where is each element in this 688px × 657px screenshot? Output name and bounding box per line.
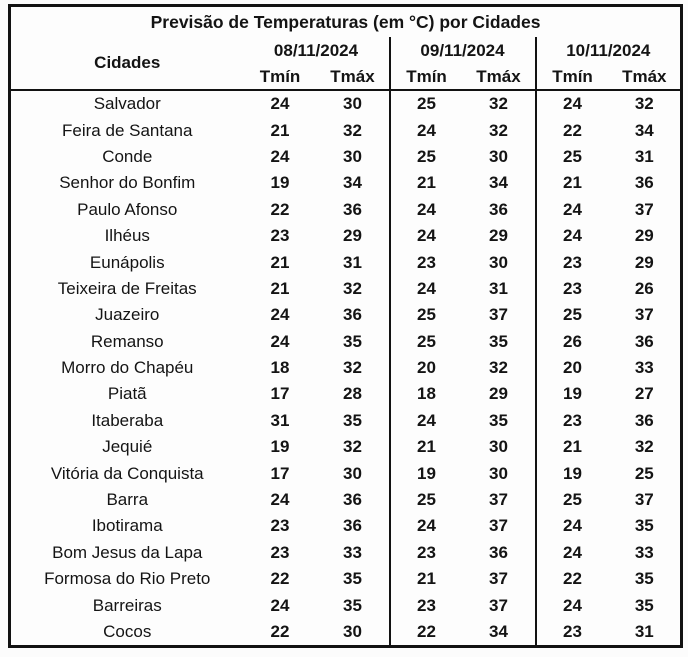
tmax-cell: 37 — [634, 305, 654, 325]
table-row — [10, 90, 682, 117]
tmin-cell: 24 — [270, 331, 290, 351]
table-row — [10, 170, 682, 196]
city-cell: Barra — [106, 490, 149, 510]
tmin-cell: 18 — [270, 358, 290, 378]
tmax-cell: 32 — [634, 437, 654, 457]
tmax-cell: 32 — [343, 358, 362, 378]
table-header — [10, 6, 682, 91]
tmax-cell: 31 — [634, 622, 654, 641]
tmax-cell: 37 — [489, 516, 508, 536]
tmin-cell: 25 — [536, 144, 609, 170]
tmin-header: Tmín — [244, 64, 317, 90]
tmin-cell: 23 — [536, 619, 609, 647]
table-row — [10, 513, 682, 539]
tmax-cell: 25 — [634, 463, 654, 483]
table-row — [10, 408, 682, 434]
date-header-2: 09/11/2024 — [390, 37, 536, 64]
date-header-1: 08/11/2024 — [273, 40, 359, 60]
tmax-cell: 34 — [489, 173, 508, 193]
city-cell: Jequié — [102, 437, 153, 457]
table-row — [10, 540, 682, 566]
tmax-cell: 34 — [489, 622, 508, 641]
city-cell: Eunápolis — [89, 252, 165, 272]
tmin-cell: 19 — [390, 460, 463, 486]
city-cell: Teixeira de Freitas — [57, 278, 197, 298]
city-cell: Feira de Santana — [62, 120, 193, 140]
tmin-cell: 24 — [270, 94, 290, 114]
tmax-cell: 31 — [489, 278, 508, 298]
forecast-table — [8, 4, 683, 648]
tmax-cell: 32 — [489, 120, 508, 140]
tmin-cell: 24 — [270, 595, 290, 615]
tmax-cell: 30 — [343, 622, 362, 641]
tmin-cell: 24 — [270, 490, 290, 510]
tmin-cell: 21 — [390, 170, 463, 196]
tmin-cell: 23 — [390, 249, 463, 275]
tmin-cell: 22 — [270, 199, 290, 219]
city-cell: Ibotirama — [91, 516, 163, 536]
city-cell: Piatã — [107, 384, 147, 404]
tmax-header: Tmáx — [463, 64, 536, 90]
tmax-cell: 32 — [489, 94, 508, 114]
tmax-cell: 33 — [634, 542, 654, 562]
tmax-cell: 32 — [343, 120, 362, 140]
date-header-3: 10/11/2024 — [536, 37, 682, 64]
tmax-header: Tmáx — [317, 64, 390, 90]
tmax-cell: 30 — [489, 463, 508, 483]
tmin-cell: 24 — [536, 513, 609, 539]
table-title-row — [10, 6, 682, 38]
tmax-cell: 32 — [634, 94, 654, 114]
tmax-cell: 35 — [489, 331, 508, 351]
table-row — [10, 592, 682, 618]
tmax-cell: 37 — [489, 569, 508, 589]
table-row — [10, 460, 682, 486]
tmax-cell: 30 — [489, 437, 508, 457]
tmin-cell: 25 — [536, 302, 609, 328]
city-cell: Remanso — [90, 331, 164, 351]
tmin-cell: 17 — [270, 384, 290, 404]
tmin-cell: 22 — [270, 569, 290, 589]
table-title: Previsão de Temperaturas (em °C) por Cidades — [150, 11, 541, 32]
tmax-cell: 36 — [634, 410, 654, 430]
city-cell: Paulo Afonso — [77, 199, 178, 219]
tmax-cell: 29 — [489, 384, 508, 404]
tmin-cell: 23 — [390, 592, 463, 618]
city-cell: Ilhéus — [104, 226, 150, 246]
tmin-cell: 21 — [270, 252, 290, 272]
tmin-cell: 26 — [536, 329, 609, 355]
tmax-cell: 31 — [343, 252, 362, 272]
tmin-cell: 21 — [536, 434, 609, 460]
tmax-cell: 30 — [343, 463, 362, 483]
tmin-cell: 19 — [536, 460, 609, 486]
city-cell: Vitória da Conquista — [50, 463, 204, 483]
city-cell: Salvador — [93, 94, 161, 114]
tmax-cell: 37 — [634, 490, 654, 510]
tmin-cell: 22 — [270, 622, 290, 641]
tmax-cell: 37 — [489, 595, 508, 615]
tmin-cell: 24 — [536, 197, 609, 223]
table-row — [10, 117, 682, 143]
tmax-cell: 37 — [489, 305, 508, 325]
tmin-cell: 21 — [390, 434, 463, 460]
tmax-cell: 37 — [489, 490, 508, 510]
tmax-cell: 30 — [343, 94, 362, 114]
table-row — [10, 381, 682, 407]
tmin-cell: 24 — [390, 197, 463, 223]
tmin-cell: 23 — [536, 276, 609, 302]
tmin-cell: 19 — [270, 173, 290, 193]
tmax-cell: 35 — [343, 331, 362, 351]
date-header-row — [10, 37, 682, 64]
tmin-cell: 22 — [536, 566, 609, 592]
table-body — [10, 90, 682, 647]
tmin-cell: 22 — [536, 117, 609, 143]
tmin-cell: 20 — [536, 355, 609, 381]
tmax-cell: 29 — [634, 252, 654, 272]
tmin-cell: 24 — [390, 276, 463, 302]
tmax-cell: 36 — [489, 542, 508, 562]
tmax-cell: 36 — [343, 305, 362, 325]
city-cell: Bom Jesus da Lapa — [52, 542, 203, 562]
tmax-cell: 29 — [343, 226, 362, 246]
city-cell: Senhor do Bonfim — [59, 173, 196, 193]
tmin-cell: 21 — [270, 120, 290, 140]
tmin-cell: 24 — [536, 540, 609, 566]
tmax-cell: 37 — [634, 199, 654, 219]
tmin-cell: 24 — [390, 513, 463, 539]
tmin-cell: 24 — [390, 408, 463, 434]
tmax-cell: 35 — [634, 569, 654, 589]
table-row — [10, 223, 682, 249]
tmin-cell: 23 — [270, 516, 290, 536]
tmin-cell: 23 — [270, 226, 290, 246]
tmin-cell: 24 — [390, 117, 463, 143]
tmin-cell: 21 — [536, 170, 609, 196]
tmax-cell: 36 — [343, 516, 362, 536]
tmax-cell: 27 — [634, 384, 654, 404]
tmax-cell: 30 — [489, 252, 508, 272]
tmin-header: Tmín — [536, 64, 609, 90]
tmin-cell: 23 — [536, 249, 609, 275]
city-cell: Juazeiro — [95, 305, 160, 325]
tmin-cell: 22 — [390, 619, 463, 647]
tmin-cell: 18 — [390, 381, 463, 407]
tmin-cell: 24 — [536, 223, 609, 249]
tmax-cell: 35 — [343, 595, 362, 615]
tmin-cell: 25 — [390, 302, 463, 328]
tmax-cell: 35 — [634, 595, 654, 615]
tmin-cell: 25 — [536, 487, 609, 513]
tmax-cell: 35 — [634, 516, 654, 536]
tmax-cell: 30 — [489, 146, 508, 166]
table-row — [10, 329, 682, 355]
city-cell: Barreiras — [92, 595, 162, 615]
tmax-cell: 33 — [634, 358, 654, 378]
city-cell: Morro do Chapéu — [61, 358, 194, 378]
tmin-cell: 24 — [270, 146, 290, 166]
tmax-cell: 36 — [343, 199, 362, 219]
tmin-cell: 23 — [270, 542, 290, 562]
city-cell: Conde — [102, 146, 153, 166]
tmin-cell: 19 — [270, 437, 290, 457]
tmin-cell: 24 — [536, 90, 609, 117]
tmax-cell: 32 — [343, 437, 362, 457]
tmax-cell: 34 — [634, 120, 654, 140]
tmax-cell: 33 — [343, 542, 362, 562]
city-cell: Cocos — [103, 622, 152, 641]
column-header-cidades: Cidades — [10, 37, 244, 90]
tmax-cell: 36 — [343, 490, 362, 510]
tmax-cell: 32 — [489, 358, 508, 378]
tmax-cell: 31 — [634, 146, 654, 166]
tmax-cell: 35 — [343, 410, 362, 430]
table-row — [10, 566, 682, 592]
table-row — [10, 144, 682, 170]
city-cell: Formosa do Rio Preto — [44, 569, 211, 589]
tmin-cell: 24 — [270, 305, 290, 325]
table-row — [10, 197, 682, 223]
table-row — [10, 249, 682, 275]
tmin-cell: 25 — [390, 90, 463, 117]
tmin-cell: 21 — [270, 278, 290, 298]
table-row — [10, 276, 682, 302]
tmin-cell: 24 — [390, 223, 463, 249]
tmin-cell: 19 — [536, 381, 609, 407]
tmin-cell: 25 — [390, 329, 463, 355]
tmax-cell: 36 — [634, 173, 654, 193]
table-row — [10, 434, 682, 460]
tmin-cell: 21 — [390, 566, 463, 592]
tmax-cell: 26 — [634, 278, 654, 298]
tmax-cell: 36 — [489, 199, 508, 219]
table-row — [10, 487, 682, 513]
tmin-cell: 23 — [536, 408, 609, 434]
tmax-cell: 28 — [343, 384, 362, 404]
tmin-header: Tmín — [390, 64, 463, 90]
table-row — [10, 619, 682, 647]
tmin-cell: 25 — [390, 144, 463, 170]
tmax-cell: 29 — [489, 226, 508, 246]
tmax-cell: 32 — [343, 278, 362, 298]
tmin-cell: 20 — [390, 355, 463, 381]
tmax-header: Tmáx — [609, 64, 682, 90]
tmin-cell: 24 — [536, 592, 609, 618]
tmax-cell: 36 — [634, 331, 654, 351]
table-row — [10, 302, 682, 328]
tmax-cell: 34 — [343, 173, 362, 193]
tmax-cell: 29 — [634, 226, 654, 246]
city-cell: Itaberaba — [91, 410, 164, 430]
tmin-cell: 17 — [270, 463, 290, 483]
tmax-cell: 35 — [343, 569, 362, 589]
tmax-cell: 35 — [489, 410, 508, 430]
tmin-cell: 25 — [390, 487, 463, 513]
tmin-cell: 23 — [390, 540, 463, 566]
tmax-cell: 30 — [343, 146, 362, 166]
table-row — [10, 355, 682, 381]
tmin-cell: 31 — [270, 410, 290, 430]
